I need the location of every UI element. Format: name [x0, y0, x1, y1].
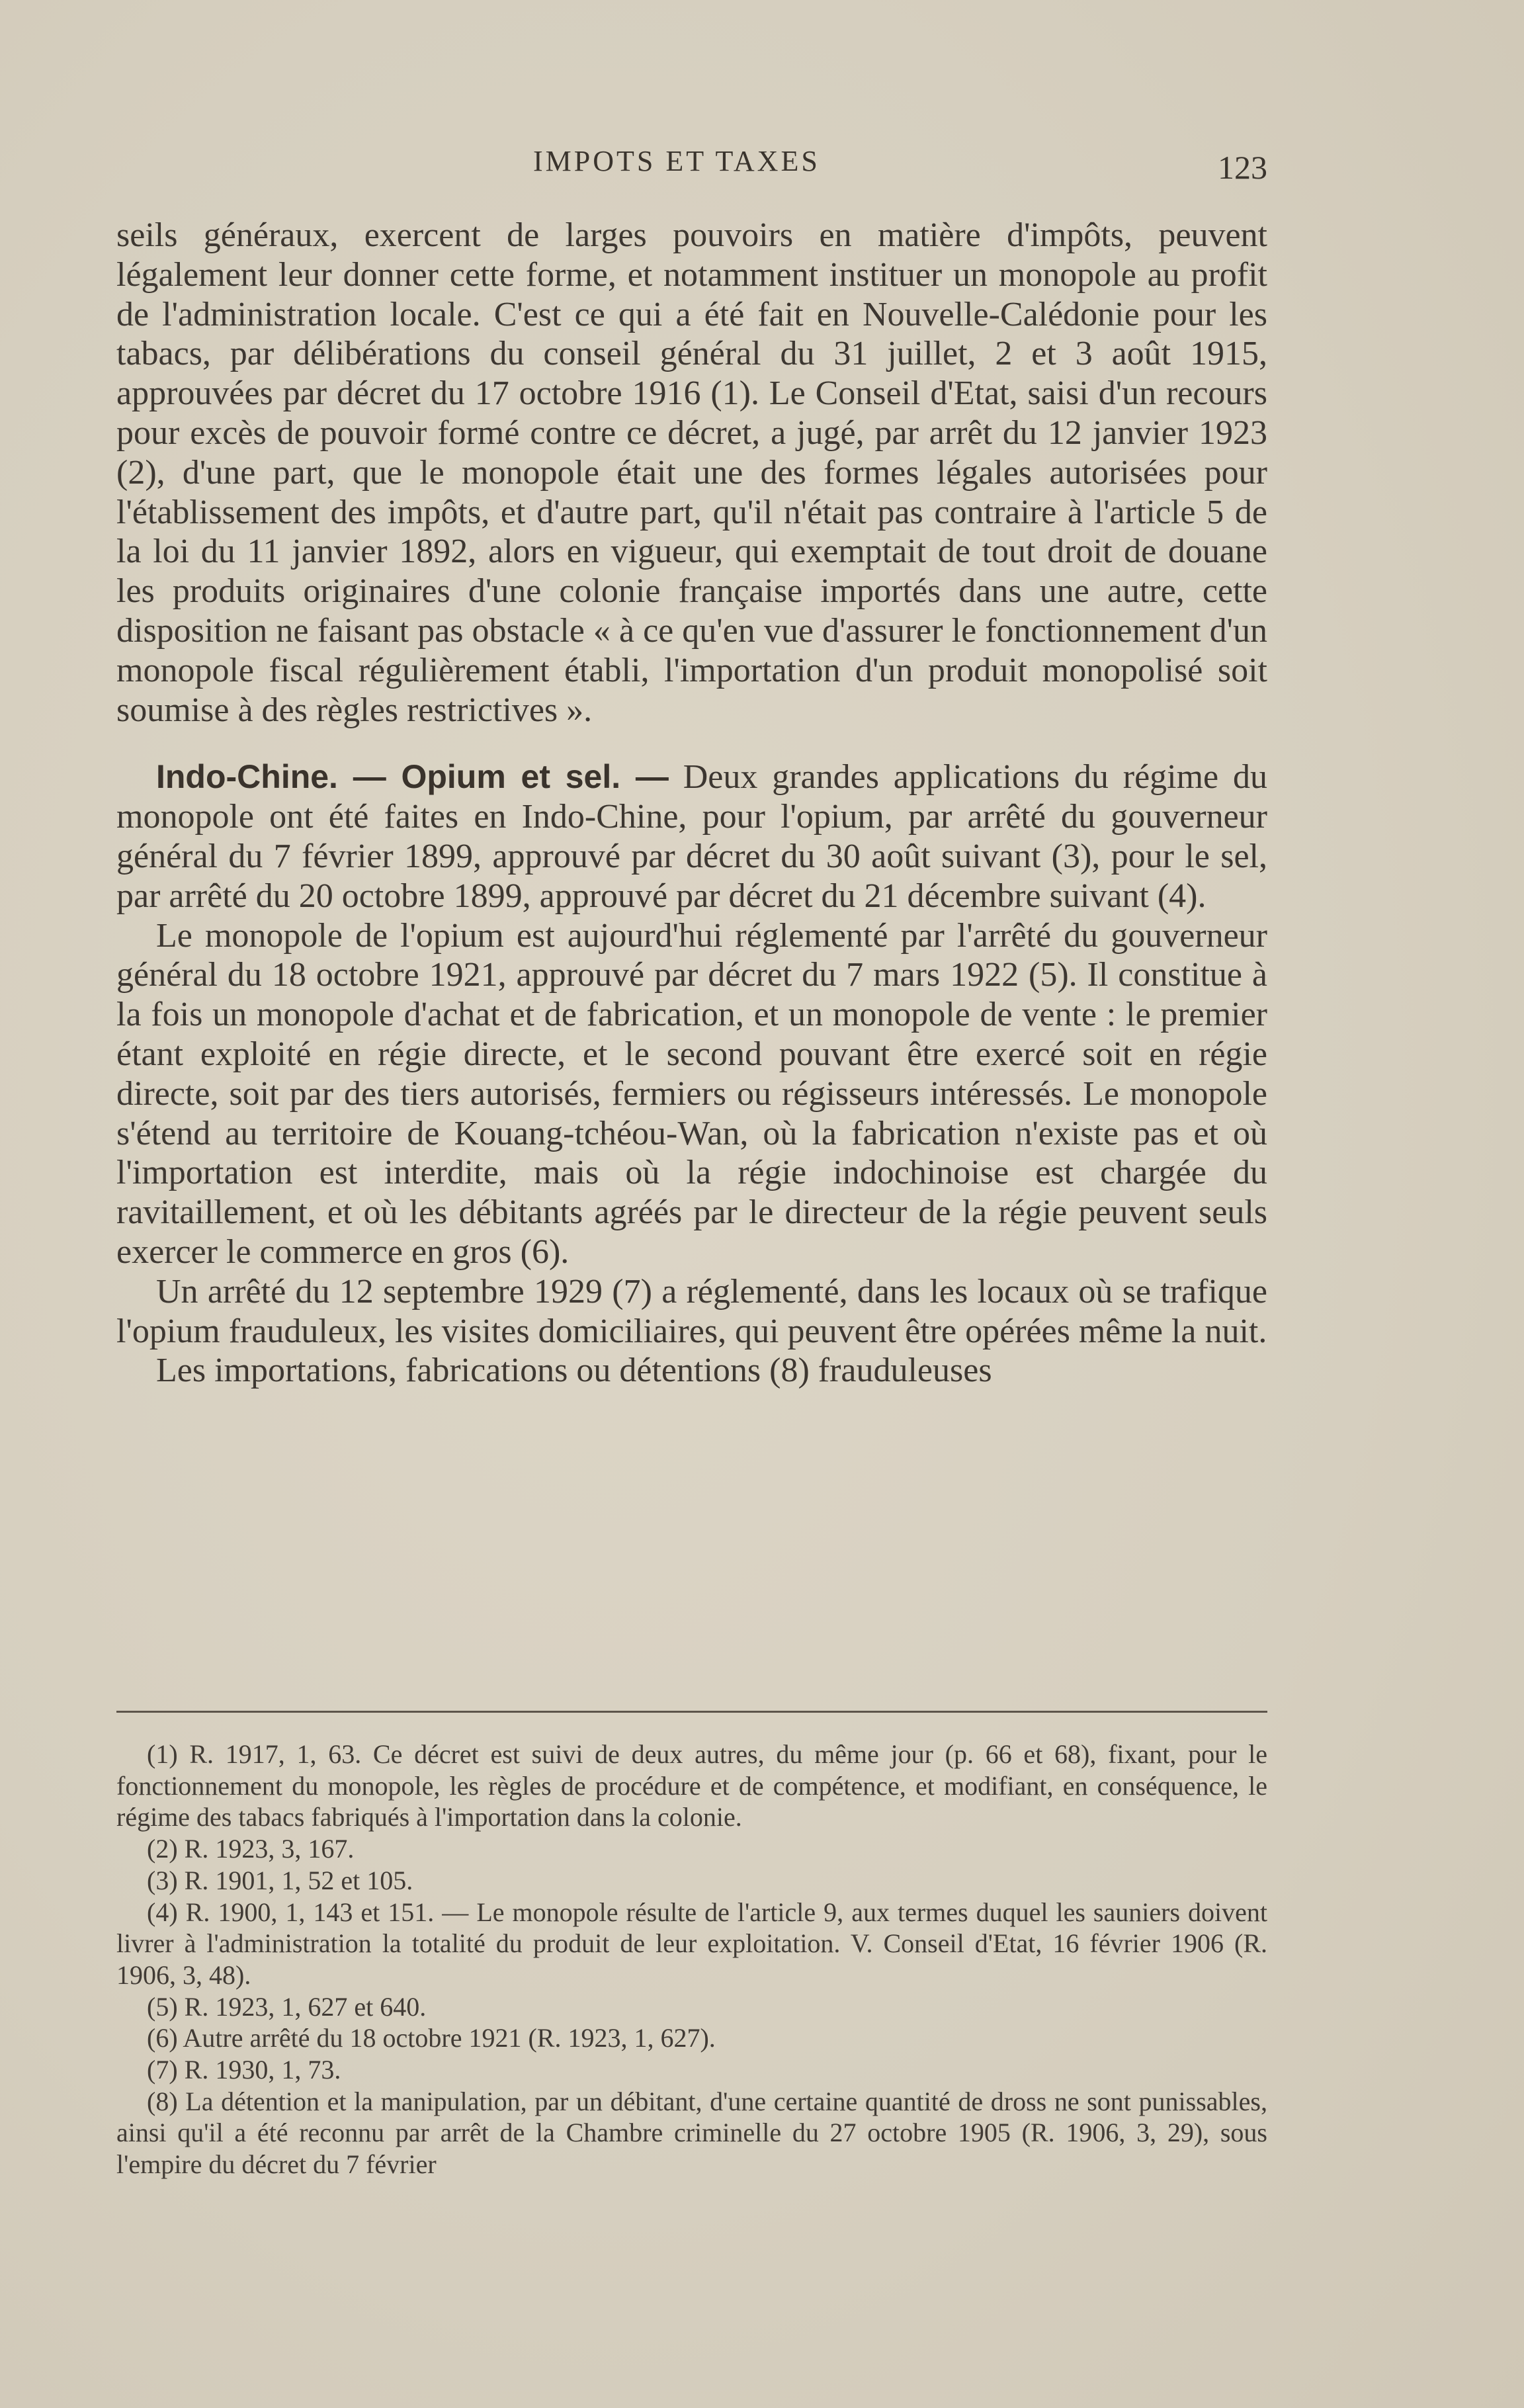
paragraph-monopole-nouvelle-caledonie: seils généraux, exercent de larges pouvoirs en matière d'impôts, peuvent légalement leur donner cette forme, et notamment instituer un monopole au profit de l'administration locale. C'est ce qui a été fait en Nouvelle-Calédonie pour les tabacs, par délibérations du conseil général du 31 juillet, 2 et 3 août 1915, approuvées par décret du 17 octobre 1916 (1). Le Conseil d'Etat, saisi d'un recours pour excès de pouvoir formé contre ce décret, a jugé, par arrêt du 12 janvier 1923 (2), d'une part, que le monopole était une des formes légales autorisées pour l'établissement des impôts, et d'autre part, qu'il n'était pas contraire à l'article 5 de la loi du 11 janvier 1892, alors en vigueur, qui exemptait de tout droit de douane les produits originaires d'une colonie française importés dans une autre, cette disposition ne faisant pas obstacle « à ce qu'en vue d'assurer le fonctionnement d'un monopole fiscal régulièrement établi, l'importation d'un produit monopolisé soit soumise à des règles restrictives ». [116, 216, 1267, 729]
footnote: (6) Autre arrêté du 18 octobre 1921 (R. 1923, 1, 627). [147, 2023, 716, 2053]
running-head: IMPOTS ET TAXES [533, 145, 820, 177]
footnote: (4) R. 1900, 1, 143 et 151. — Le monopole résulte de l'article 9, aux termes duquel les sauniers doivent livrer à l'administration la totalité du produit de leur exploitation. V. Conseil d'Etat, 16 février 1906 (R. 1906, 3, 48). [116, 1897, 1267, 1990]
footnote: (1) R. 1917, 1, 63. Ce décret est suivi de deux autres, du même jour (p. 66 et 68), fixant, pour le fonctionnement du monopole, les règles de procédure et de compétence, et modifiant, en conséquence, le régime des tabacs fabriqués à l'importation dans la colonie. [116, 1739, 1267, 1832]
paragraph-opium-monopole: Le monopole de l'opium est aujourd'hui réglementé par l'arrêté du gouverneur général du 18 octobre 1921, approuvé par décret du 7 mars 1922 (5). Il constitue à la fois un monopole d'achat et de fabrication, et un monopole de vente : le premier étant exploité en régie directe, et le second pouvant être exercé soit en régie directe, soit par des tiers autorisés, fermiers ou régisseurs intéressés. Le monopole s'étend au territoire de Kouang-tchéou-Wan, où la fabrication n'existe pas et où l'importation est interdite, mais où la régie indochinoise est chargée du ravitaillement, et où les débitants agréés par le directeur de la régie peuvent seuls exercer le commerce en gros (6). [116, 916, 1267, 1271]
body-text [116, 216, 1267, 1391]
page-header [116, 144, 1267, 191]
section-title: Indo-Chine. — Opium et sel. — [156, 758, 669, 796]
footnote: (7) R. 1930, 1, 73. [147, 2055, 341, 2085]
footnote: (3) R. 1901, 1, 52 et 105. [147, 1865, 413, 1895]
footnotes [116, 1739, 1267, 2180]
paragraph-importations: Les importations, fabrications ou détentions (8) frauduleuses [156, 1352, 992, 1390]
footnote: (5) R. 1923, 1, 627 et 640. [147, 1991, 427, 2022]
footnote: (2) R. 1923, 3, 167. [147, 1834, 355, 1864]
footnote-divider [116, 1711, 1267, 1713]
paragraph-indo-chine [116, 757, 1267, 916]
paragraph-visites-domiciliaires: Un arrêté du 12 septembre 1929 (7) a réglementé, dans les locaux où se trafique l'opium frauduleux, les visites domiciliaires, qui peuvent être opérées même la nuit. [116, 1272, 1267, 1350]
page-number: 123 [1218, 149, 1267, 186]
footnote: (8) La détention et la manipulation, par un débitant, d'une certaine quantité de dross ne sont punissables, ainsi qu'il a été reconnu par arrêt de la Chambre criminelle du 27 octobre 1905 (R. 1906, 3, 29), sous l'empire du décret du 7 février [116, 2086, 1267, 2180]
paragraph-indo-chine-text: Deux grandes applications du régime du monopole ont été faites en Indo-Chine, pour l'opium, par arrêté du gouverneur général du 7 février 1899, approuvé par décret du 30 août suivant (3), pour le sel, par arrêté du 20 octobre 1899, approuvé par décret du 21 décembre suivant (4). [116, 758, 1267, 915]
